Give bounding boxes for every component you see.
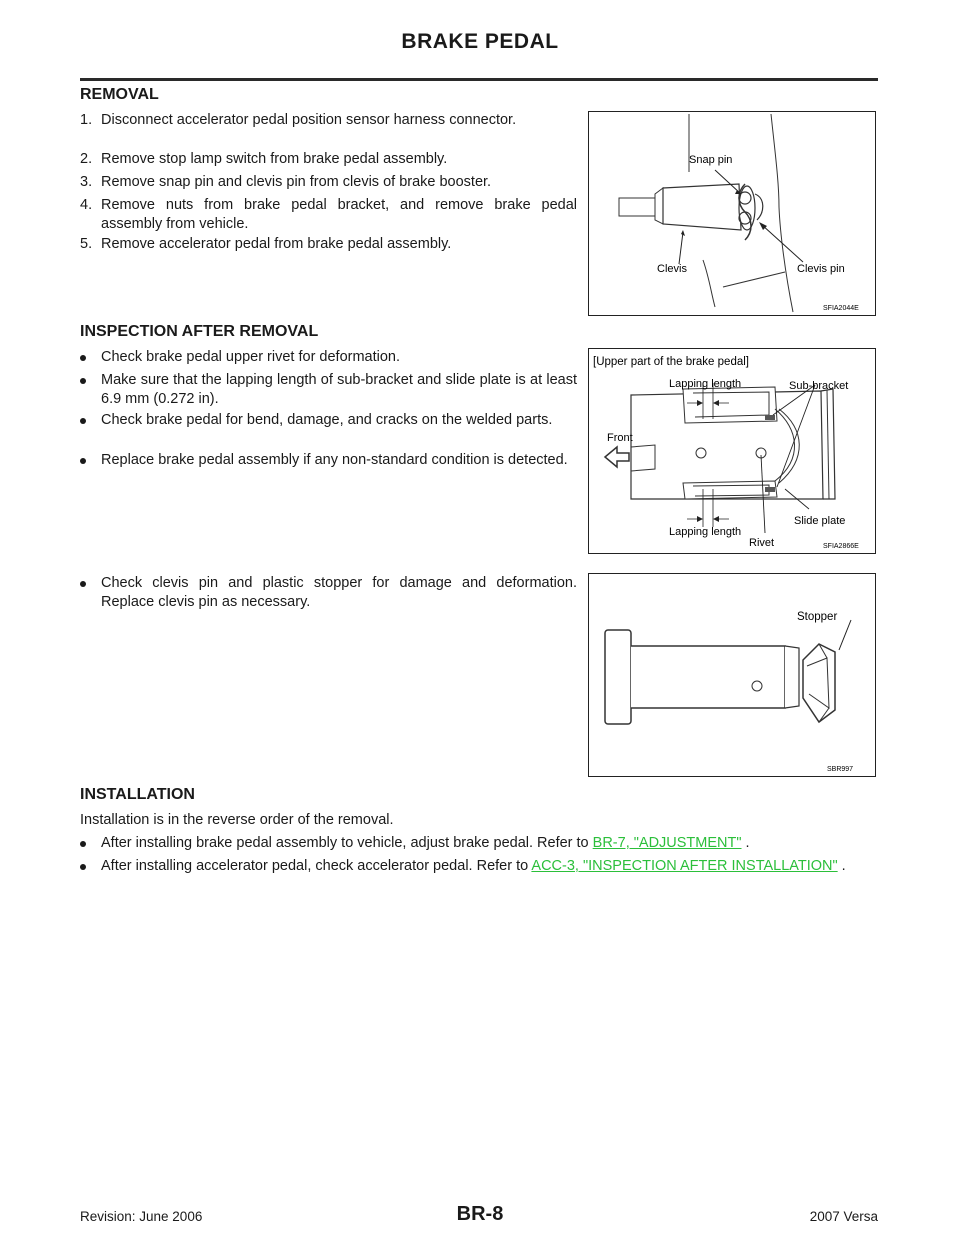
step-number: 1. (80, 112, 93, 128)
step-number: 3. (80, 174, 93, 190)
bullet-text-tail: . (837, 858, 846, 874)
bullet-text: Make sure that the lapping length of sub-bracket and slide plate is at least 6.9 mm (0.272 in). (101, 372, 577, 407)
bullet-dot (80, 841, 86, 847)
lapping-length-top-label: Lapping length (669, 378, 742, 390)
sub-bracket-label: Sub-bracket (789, 380, 849, 392)
bullet-text: Check brake pedal upper rivet for deformation. (101, 349, 401, 365)
step-number: 5. (80, 236, 93, 252)
removal-step-3 (80, 173, 577, 192)
figure-upper-brake-pedal (588, 348, 876, 554)
figure-title: [Upper part of the brake pedal] (593, 356, 749, 368)
figure-code: SFIA2866E (823, 543, 859, 550)
inspection-bullet-2 (80, 371, 577, 409)
bullet-text-tail: . (741, 835, 750, 851)
bullet-text-lead: After installing accelerator pedal, check accelerator pedal. Refer to (101, 858, 532, 874)
title-rule (80, 78, 878, 81)
snap-pin-label: Snap pin (689, 154, 733, 166)
page-number: BR-8 (456, 1203, 504, 1225)
inspection-bullet-4 (80, 451, 577, 470)
removal-step-2 (80, 150, 577, 169)
installation-bullet-1 (80, 834, 877, 853)
inspection-bullet-5 (80, 574, 577, 612)
removal-step-5 (80, 235, 577, 254)
step-text: Remove accelerator pedal from brake pedal assembly. (101, 236, 452, 252)
inspection-bullet-1 (80, 348, 577, 367)
installation-intro: Installation is in the reverse order of the removal. (80, 812, 394, 828)
step-text: Remove stop lamp switch from brake pedal assembly. (101, 151, 448, 167)
bullet-text (80, 834, 877, 853)
page-title: BRAKE PEDAL (401, 30, 559, 53)
inspection-after-installation-link[interactable]: ACC-3, "INSPECTION AFTER INSTALLATION" (531, 858, 838, 874)
clevis-illustration (589, 112, 875, 315)
front-label: Front (607, 432, 633, 444)
step-number: 2. (80, 151, 93, 167)
figure-code: SBR997 (827, 766, 854, 773)
removal-step-1 (80, 111, 577, 130)
bullet-dot (80, 355, 86, 361)
bullet-dot (80, 418, 86, 424)
removal-heading: REMOVAL (80, 86, 159, 103)
clevis-label: Clevis (657, 263, 687, 275)
revision-date: Revision: June 2006 (80, 1209, 203, 1224)
step-text: Remove snap pin and clevis pin from clevis of brake booster. (101, 174, 492, 190)
step-text: Disconnect accelerator pedal position sensor harness connector. (101, 112, 517, 128)
step-text: Remove nuts from brake pedal bracket, and remove brake pedal assembly from vehicle. (101, 197, 577, 232)
bullet-dot (80, 458, 86, 464)
removal-step-4 (80, 196, 577, 234)
bullet-text: Check clevis pin and plastic stopper for damage and deformation. Replace clevis pin as necessary. (101, 575, 577, 610)
clevis-pin-label: Clevis pin (797, 263, 845, 275)
figure-clevis-pin-stopper (588, 573, 876, 777)
step-number: 4. (80, 197, 93, 213)
lapping-length-bottom-label: Lapping length (669, 526, 742, 538)
bullet-text (80, 857, 877, 876)
installation-heading: INSTALLATION (80, 786, 195, 803)
upper-pedal-illustration (589, 349, 875, 553)
model-name: 2007 Versa (809, 1209, 878, 1224)
figure-clevis-snap-pin (588, 111, 876, 316)
installation-bullet-2 (80, 857, 877, 876)
inspection-bullet-3 (80, 411, 577, 430)
slide-plate-label: Slide plate (794, 515, 846, 527)
inspection-heading: INSPECTION AFTER REMOVAL (80, 323, 319, 340)
bullet-text: Replace brake pedal assembly if any non-standard condition is detected. (101, 452, 568, 468)
bullet-dot (80, 581, 86, 587)
figure-code: SFIA2044E (823, 305, 859, 312)
adjustment-link[interactable]: BR-7, "ADJUSTMENT" (592, 835, 742, 851)
rivet-label: Rivet (749, 537, 775, 549)
bullet-text: Check brake pedal for bend, damage, and cracks on the welded parts. (101, 412, 553, 428)
bullet-dot (80, 864, 86, 870)
bullet-text-lead: After installing brake pedal assembly to vehicle, adjust brake pedal. Refer to (101, 835, 593, 851)
stopper-illustration (589, 574, 875, 776)
stopper-label: Stopper (797, 611, 838, 623)
bullet-dot (80, 378, 86, 384)
